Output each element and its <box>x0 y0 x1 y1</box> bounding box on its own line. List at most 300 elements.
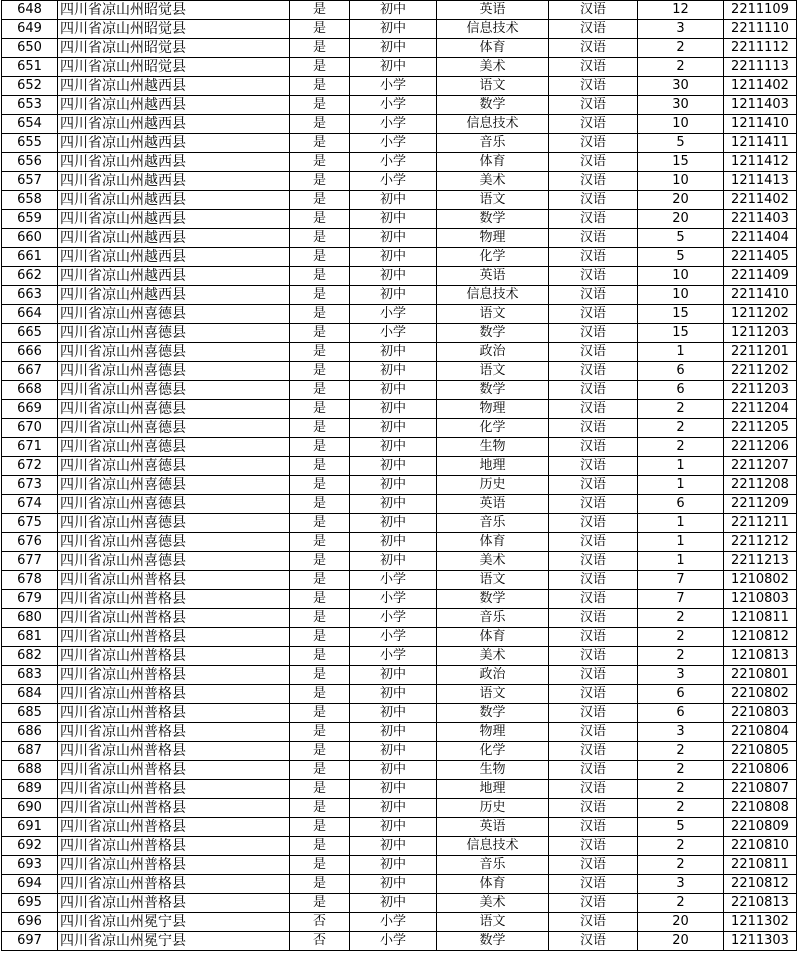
cell-quota: 2 <box>638 609 724 628</box>
table-row <box>2 381 797 400</box>
cell-school-level: 初中 <box>350 704 437 723</box>
cell-is-flag: 是 <box>290 666 350 685</box>
cell-subject: 体育 <box>437 533 549 552</box>
cell-location: 四川省凉山州喜德县 <box>58 533 290 552</box>
cell-school-level: 初中 <box>350 685 437 704</box>
cell-language: 汉语 <box>549 362 638 381</box>
cell-quota: 2 <box>638 438 724 457</box>
cell-location: 四川省凉山州普格县 <box>58 590 290 609</box>
cell-location: 四川省凉山州普格县 <box>58 666 290 685</box>
cell-school-level: 初中 <box>350 818 437 837</box>
cell-is-flag: 是 <box>290 362 350 381</box>
cell-school-level: 初中 <box>350 248 437 267</box>
cell-subject: 信息技术 <box>437 20 549 39</box>
cell-language: 汉语 <box>549 1 638 20</box>
cell-location: 四川省凉山州越西县 <box>58 134 290 153</box>
cell-language: 汉语 <box>549 761 638 780</box>
cell-location: 四川省凉山州冕宁县 <box>58 913 290 932</box>
cell-school-level: 初中 <box>350 875 437 894</box>
cell-subject: 英语 <box>437 267 549 286</box>
cell-row-number: 676 <box>2 533 58 552</box>
cell-school-level: 初中 <box>350 267 437 286</box>
table-row <box>2 96 797 115</box>
table-row <box>2 172 797 191</box>
cell-quota: 1 <box>638 343 724 362</box>
cell-quota: 15 <box>638 305 724 324</box>
cell-school-level: 初中 <box>350 210 437 229</box>
cell-quota: 3 <box>638 875 724 894</box>
table-row <box>2 913 797 932</box>
cell-language: 汉语 <box>549 818 638 837</box>
cell-is-flag: 是 <box>290 742 350 761</box>
cell-location: 四川省凉山州喜德县 <box>58 400 290 419</box>
cell-school-level: 初中 <box>350 894 437 913</box>
table-row <box>2 628 797 647</box>
table-row <box>2 286 797 305</box>
cell-location: 四川省凉山州喜德县 <box>58 552 290 571</box>
cell-quota: 5 <box>638 818 724 837</box>
cell-subject: 化学 <box>437 419 549 438</box>
cell-quota: 6 <box>638 362 724 381</box>
cell-is-flag: 是 <box>290 533 350 552</box>
cell-language: 汉语 <box>549 58 638 77</box>
cell-subject: 化学 <box>437 742 549 761</box>
cell-position-code: 2210804 <box>724 723 797 742</box>
cell-is-flag: 是 <box>290 172 350 191</box>
cell-row-number: 650 <box>2 39 58 58</box>
table-row <box>2 514 797 533</box>
cell-school-level: 小学 <box>350 590 437 609</box>
cell-location: 四川省凉山州越西县 <box>58 77 290 96</box>
cell-is-flag: 是 <box>290 39 350 58</box>
cell-language: 汉语 <box>549 894 638 913</box>
cell-row-number: 657 <box>2 172 58 191</box>
cell-school-level: 初中 <box>350 533 437 552</box>
cell-subject: 美术 <box>437 647 549 666</box>
cell-position-code: 1211202 <box>724 305 797 324</box>
cell-is-flag: 是 <box>290 514 350 533</box>
cell-is-flag: 是 <box>290 628 350 647</box>
cell-is-flag: 是 <box>290 723 350 742</box>
cell-language: 汉语 <box>549 571 638 590</box>
cell-location: 四川省凉山州越西县 <box>58 172 290 191</box>
cell-row-number: 660 <box>2 229 58 248</box>
cell-location: 四川省凉山州昭觉县 <box>58 20 290 39</box>
cell-location: 四川省凉山州普格县 <box>58 647 290 666</box>
cell-subject: 美术 <box>437 172 549 191</box>
cell-location: 四川省凉山州普格县 <box>58 723 290 742</box>
cell-position-code: 2211211 <box>724 514 797 533</box>
cell-language: 汉语 <box>549 115 638 134</box>
cell-quota: 6 <box>638 495 724 514</box>
cell-quota: 20 <box>638 191 724 210</box>
cell-is-flag: 是 <box>290 552 350 571</box>
cell-location: 四川省凉山州越西县 <box>58 96 290 115</box>
cell-position-code: 1210811 <box>724 609 797 628</box>
cell-position-code: 2210802 <box>724 685 797 704</box>
cell-position-code: 1211203 <box>724 324 797 343</box>
cell-language: 汉语 <box>549 780 638 799</box>
cell-row-number: 683 <box>2 666 58 685</box>
cell-language: 汉语 <box>549 533 638 552</box>
cell-location: 四川省凉山州冕宁县 <box>58 932 290 951</box>
cell-language: 汉语 <box>549 799 638 818</box>
cell-is-flag: 是 <box>290 609 350 628</box>
table-row <box>2 590 797 609</box>
cell-language: 汉语 <box>549 647 638 666</box>
table-row <box>2 894 797 913</box>
cell-subject: 语文 <box>437 362 549 381</box>
cell-is-flag: 是 <box>290 286 350 305</box>
cell-row-number: 685 <box>2 704 58 723</box>
cell-language: 汉语 <box>549 172 638 191</box>
cell-location: 四川省凉山州普格县 <box>58 818 290 837</box>
cell-is-flag: 是 <box>290 20 350 39</box>
cell-school-level: 初中 <box>350 438 437 457</box>
cell-subject: 英语 <box>437 495 549 514</box>
cell-quota: 1 <box>638 533 724 552</box>
table-row <box>2 647 797 666</box>
cell-row-number: 679 <box>2 590 58 609</box>
cell-is-flag: 是 <box>290 343 350 362</box>
cell-location: 四川省凉山州越西县 <box>58 210 290 229</box>
cell-school-level: 小学 <box>350 172 437 191</box>
cell-is-flag: 是 <box>290 685 350 704</box>
cell-row-number: 672 <box>2 457 58 476</box>
cell-quota: 30 <box>638 77 724 96</box>
cell-subject: 体育 <box>437 875 549 894</box>
cell-is-flag: 是 <box>290 780 350 799</box>
cell-is-flag: 是 <box>290 248 350 267</box>
cell-row-number: 648 <box>2 1 58 20</box>
cell-quota: 10 <box>638 115 724 134</box>
cell-school-level: 初中 <box>350 780 437 799</box>
table-row <box>2 305 797 324</box>
cell-school-level: 初中 <box>350 400 437 419</box>
table-row <box>2 685 797 704</box>
cell-language: 汉语 <box>549 381 638 400</box>
cell-school-level: 初中 <box>350 343 437 362</box>
cell-location: 四川省凉山州越西县 <box>58 286 290 305</box>
cell-position-code: 2211208 <box>724 476 797 495</box>
cell-row-number: 670 <box>2 419 58 438</box>
cell-quota: 2 <box>638 419 724 438</box>
cell-language: 汉语 <box>549 666 638 685</box>
cell-row-number: 665 <box>2 324 58 343</box>
cell-subject: 音乐 <box>437 134 549 153</box>
table-row <box>2 780 797 799</box>
cell-position-code: 2210807 <box>724 780 797 799</box>
cell-language: 汉语 <box>549 552 638 571</box>
cell-position-code: 1210802 <box>724 571 797 590</box>
cell-language: 汉语 <box>549 229 638 248</box>
cell-quota: 20 <box>638 932 724 951</box>
cell-position-code: 2211201 <box>724 343 797 362</box>
cell-subject: 政治 <box>437 666 549 685</box>
cell-school-level: 初中 <box>350 856 437 875</box>
cell-is-flag: 是 <box>290 1 350 20</box>
cell-subject: 物理 <box>437 400 549 419</box>
cell-is-flag: 是 <box>290 58 350 77</box>
cell-subject: 语文 <box>437 913 549 932</box>
cell-position-code: 2210808 <box>724 799 797 818</box>
cell-location: 四川省凉山州普格县 <box>58 856 290 875</box>
cell-location: 四川省凉山州普格县 <box>58 742 290 761</box>
cell-position-code: 1211302 <box>724 913 797 932</box>
cell-is-flag: 是 <box>290 381 350 400</box>
cell-school-level: 初中 <box>350 20 437 39</box>
cell-subject: 美术 <box>437 894 549 913</box>
cell-quota: 2 <box>638 799 724 818</box>
cell-school-level: 初中 <box>350 457 437 476</box>
cell-position-code: 1211403 <box>724 96 797 115</box>
cell-location: 四川省凉山州喜德县 <box>58 438 290 457</box>
cell-language: 汉语 <box>549 134 638 153</box>
cell-is-flag: 是 <box>290 571 350 590</box>
cell-language: 汉语 <box>549 77 638 96</box>
cell-quota: 6 <box>638 685 724 704</box>
cell-quota: 3 <box>638 666 724 685</box>
cell-is-flag: 是 <box>290 495 350 514</box>
cell-row-number: 666 <box>2 343 58 362</box>
cell-school-level: 初中 <box>350 666 437 685</box>
cell-quota: 1 <box>638 514 724 533</box>
cell-school-level: 初中 <box>350 799 437 818</box>
cell-is-flag: 是 <box>290 419 350 438</box>
cell-is-flag: 是 <box>290 324 350 343</box>
cell-quota: 2 <box>638 856 724 875</box>
cell-location: 四川省凉山州喜德县 <box>58 476 290 495</box>
cell-row-number: 659 <box>2 210 58 229</box>
table-row <box>2 837 797 856</box>
cell-row-number: 653 <box>2 96 58 115</box>
cell-school-level: 初中 <box>350 761 437 780</box>
cell-row-number: 692 <box>2 837 58 856</box>
cell-row-number: 682 <box>2 647 58 666</box>
cell-is-flag: 是 <box>290 191 350 210</box>
cell-school-level: 小学 <box>350 628 437 647</box>
cell-school-level: 小学 <box>350 571 437 590</box>
cell-quota: 2 <box>638 780 724 799</box>
table-row <box>2 704 797 723</box>
cell-language: 汉语 <box>549 856 638 875</box>
cell-subject: 语文 <box>437 571 549 590</box>
cell-location: 四川省凉山州喜德县 <box>58 514 290 533</box>
cell-location: 四川省凉山州普格县 <box>58 685 290 704</box>
cell-language: 汉语 <box>549 96 638 115</box>
cell-is-flag: 是 <box>290 875 350 894</box>
cell-subject: 数学 <box>437 381 549 400</box>
cell-row-number: 655 <box>2 134 58 153</box>
cell-row-number: 689 <box>2 780 58 799</box>
cell-position-code: 2211109 <box>724 1 797 20</box>
cell-quota: 15 <box>638 324 724 343</box>
table-row <box>2 362 797 381</box>
table-row <box>2 742 797 761</box>
cell-position-code: 2211113 <box>724 58 797 77</box>
cell-position-code: 1210812 <box>724 628 797 647</box>
cell-language: 汉语 <box>549 932 638 951</box>
cell-school-level: 小学 <box>350 324 437 343</box>
table-row <box>2 1 797 20</box>
table-row <box>2 134 797 153</box>
table-row <box>2 457 797 476</box>
cell-subject: 数学 <box>437 932 549 951</box>
cell-row-number: 649 <box>2 20 58 39</box>
cell-subject: 信息技术 <box>437 115 549 134</box>
cell-is-flag: 是 <box>290 210 350 229</box>
cell-language: 汉语 <box>549 286 638 305</box>
cell-subject: 语文 <box>437 191 549 210</box>
cell-position-code: 1211303 <box>724 932 797 951</box>
cell-position-code: 2210813 <box>724 894 797 913</box>
cell-position-code: 2211207 <box>724 457 797 476</box>
cell-position-code: 2211110 <box>724 20 797 39</box>
cell-quota: 2 <box>638 837 724 856</box>
cell-subject: 数学 <box>437 324 549 343</box>
cell-school-level: 小学 <box>350 153 437 172</box>
cell-subject: 物理 <box>437 229 549 248</box>
cell-position-code: 2211404 <box>724 229 797 248</box>
cell-is-flag: 否 <box>290 932 350 951</box>
cell-location: 四川省凉山州喜德县 <box>58 324 290 343</box>
cell-row-number: 673 <box>2 476 58 495</box>
table-row <box>2 723 797 742</box>
cell-subject: 语文 <box>437 305 549 324</box>
cell-language: 汉语 <box>549 20 638 39</box>
cell-quota: 1 <box>638 552 724 571</box>
cell-subject: 历史 <box>437 476 549 495</box>
cell-language: 汉语 <box>549 723 638 742</box>
cell-quota: 2 <box>638 628 724 647</box>
cell-is-flag: 是 <box>290 457 350 476</box>
cell-row-number: 658 <box>2 191 58 210</box>
cell-position-code: 2210812 <box>724 875 797 894</box>
table-body <box>2 1 797 951</box>
cell-school-level: 初中 <box>350 1 437 20</box>
cell-location: 四川省凉山州普格县 <box>58 837 290 856</box>
cell-location: 四川省凉山州越西县 <box>58 248 290 267</box>
cell-is-flag: 是 <box>290 590 350 609</box>
cell-position-code: 2211204 <box>724 400 797 419</box>
cell-quota: 10 <box>638 172 724 191</box>
cell-quota: 6 <box>638 381 724 400</box>
table-row <box>2 818 797 837</box>
cell-row-number: 668 <box>2 381 58 400</box>
table-row <box>2 495 797 514</box>
cell-row-number: 661 <box>2 248 58 267</box>
cell-location: 四川省凉山州喜德县 <box>58 495 290 514</box>
table-row <box>2 153 797 172</box>
cell-position-code: 2210801 <box>724 666 797 685</box>
cell-quota: 1 <box>638 457 724 476</box>
table-row <box>2 476 797 495</box>
table-row <box>2 571 797 590</box>
cell-position-code: 2211212 <box>724 533 797 552</box>
table-row <box>2 267 797 286</box>
cell-language: 汉语 <box>549 400 638 419</box>
cell-is-flag: 是 <box>290 894 350 913</box>
cell-row-number: 695 <box>2 894 58 913</box>
table-row <box>2 20 797 39</box>
cell-subject: 英语 <box>437 818 549 837</box>
cell-subject: 语文 <box>437 77 549 96</box>
cell-quota: 2 <box>638 400 724 419</box>
table-row <box>2 533 797 552</box>
cell-language: 汉语 <box>549 837 638 856</box>
cell-school-level: 初中 <box>350 552 437 571</box>
cell-language: 汉语 <box>549 324 638 343</box>
cell-row-number: 680 <box>2 609 58 628</box>
cell-quota: 2 <box>638 761 724 780</box>
cell-location: 四川省凉山州普格县 <box>58 704 290 723</box>
cell-language: 汉语 <box>549 514 638 533</box>
cell-language: 汉语 <box>549 343 638 362</box>
cell-position-code: 2210810 <box>724 837 797 856</box>
cell-row-number: 694 <box>2 875 58 894</box>
cell-school-level: 小学 <box>350 134 437 153</box>
cell-school-level: 初中 <box>350 362 437 381</box>
cell-position-code: 2211405 <box>724 248 797 267</box>
table-row <box>2 210 797 229</box>
cell-row-number: 664 <box>2 305 58 324</box>
cell-location: 四川省凉山州越西县 <box>58 229 290 248</box>
cell-location: 四川省凉山州越西县 <box>58 267 290 286</box>
cell-language: 汉语 <box>549 495 638 514</box>
cell-quota: 20 <box>638 913 724 932</box>
cell-row-number: 652 <box>2 77 58 96</box>
table-row <box>2 666 797 685</box>
cell-row-number: 690 <box>2 799 58 818</box>
cell-school-level: 小学 <box>350 305 437 324</box>
cell-language: 汉语 <box>549 685 638 704</box>
cell-is-flag: 是 <box>290 476 350 495</box>
cell-position-code: 1211412 <box>724 153 797 172</box>
cell-school-level: 初中 <box>350 742 437 761</box>
cell-language: 汉语 <box>549 267 638 286</box>
cell-school-level: 初中 <box>350 286 437 305</box>
table-row <box>2 932 797 951</box>
cell-position-code: 1210803 <box>724 590 797 609</box>
cell-position-code: 1211411 <box>724 134 797 153</box>
cell-subject: 英语 <box>437 1 549 20</box>
cell-subject: 语文 <box>437 685 549 704</box>
cell-language: 汉语 <box>549 39 638 58</box>
cell-position-code: 1211410 <box>724 115 797 134</box>
cell-position-code: 2211213 <box>724 552 797 571</box>
cell-subject: 数学 <box>437 96 549 115</box>
cell-row-number: 697 <box>2 932 58 951</box>
cell-row-number: 669 <box>2 400 58 419</box>
cell-position-code: 2211205 <box>724 419 797 438</box>
cell-language: 汉语 <box>549 153 638 172</box>
table-row <box>2 324 797 343</box>
table-row <box>2 856 797 875</box>
cell-location: 四川省凉山州普格县 <box>58 628 290 647</box>
cell-language: 汉语 <box>549 210 638 229</box>
cell-location: 四川省凉山州喜德县 <box>58 362 290 381</box>
table-row <box>2 875 797 894</box>
cell-location: 四川省凉山州普格县 <box>58 875 290 894</box>
table-row <box>2 58 797 77</box>
cell-school-level: 小学 <box>350 115 437 134</box>
cell-location: 四川省凉山州普格县 <box>58 761 290 780</box>
cell-school-level: 初中 <box>350 837 437 856</box>
cell-quota: 10 <box>638 267 724 286</box>
cell-quota: 7 <box>638 590 724 609</box>
cell-row-number: 693 <box>2 856 58 875</box>
cell-row-number: 667 <box>2 362 58 381</box>
